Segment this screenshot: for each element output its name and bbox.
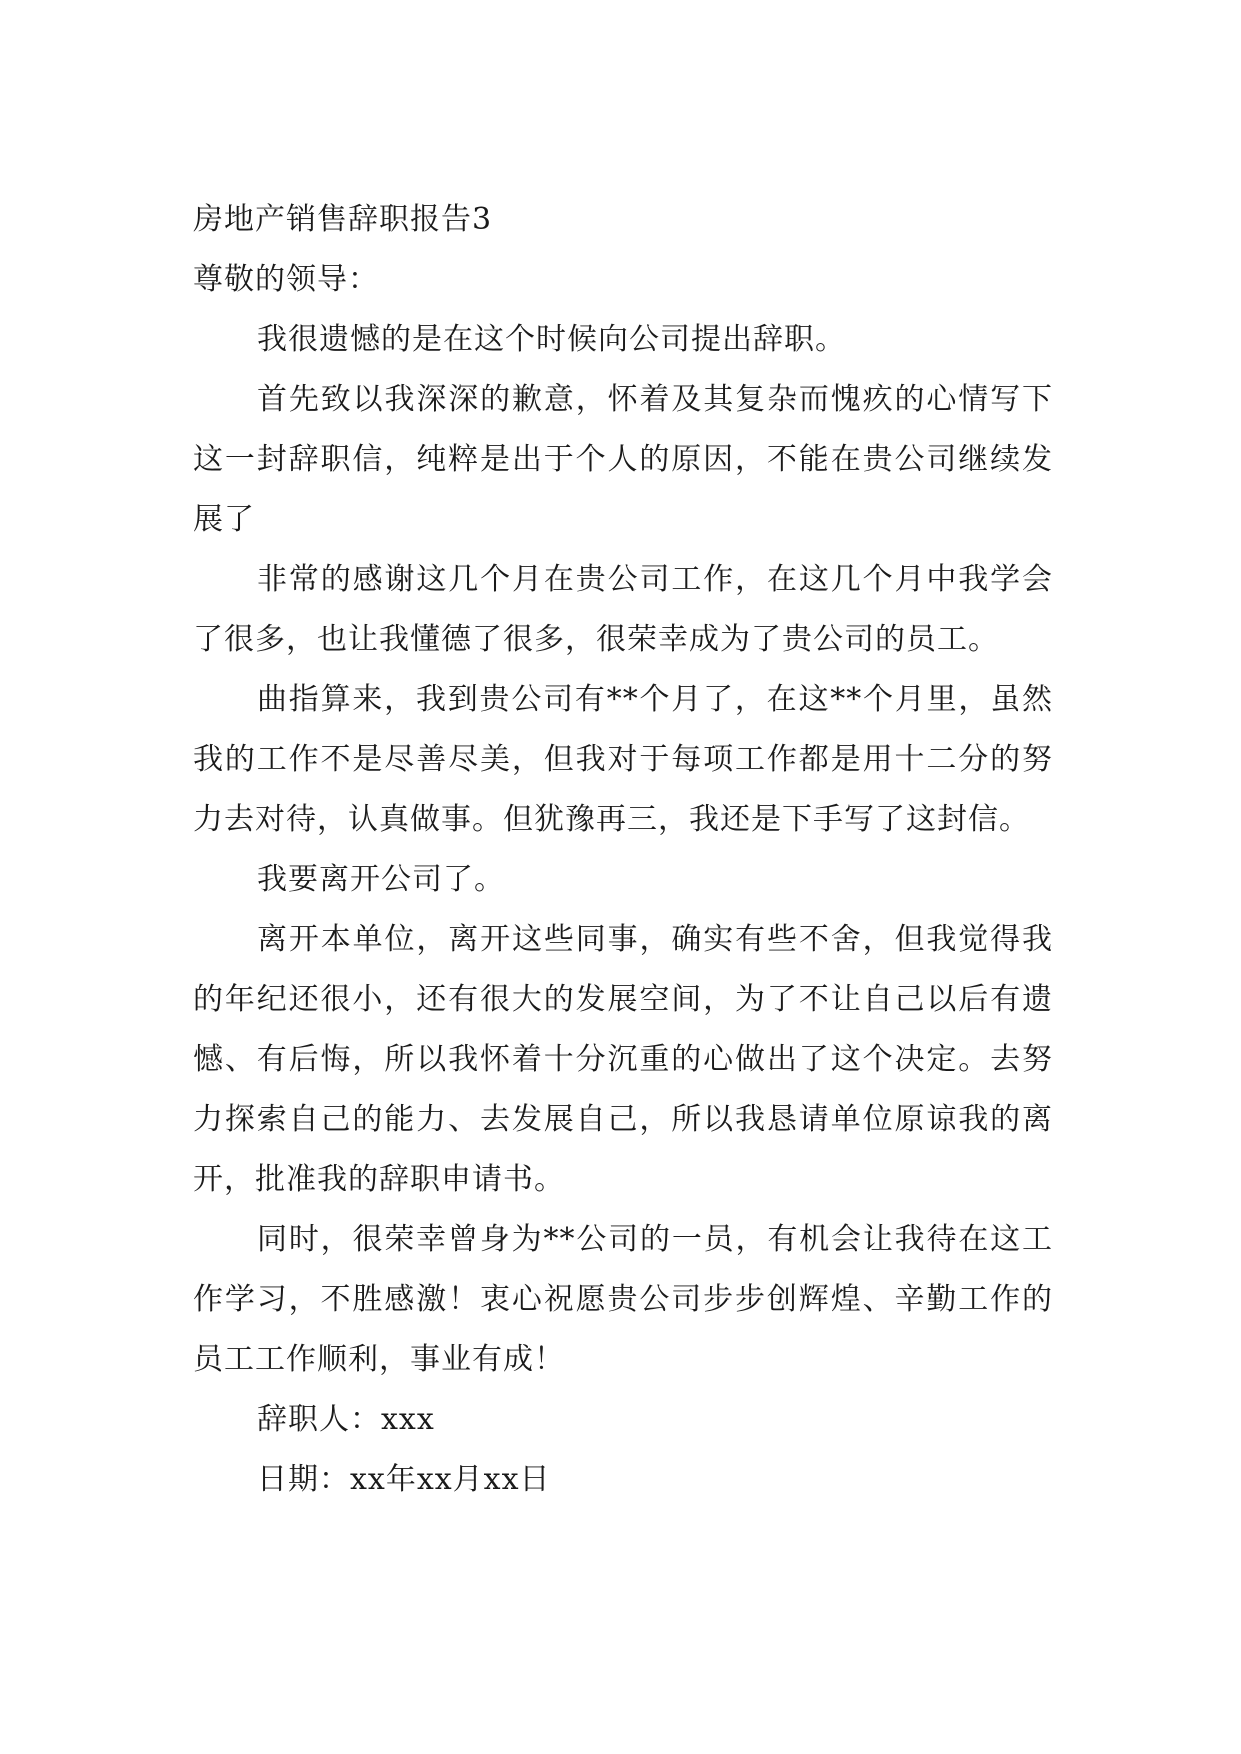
paragraph: 同时，很荣幸曾身为**公司的一员，有机会让我待在这工作学习，不胜感激！衷心祝愿贵公司步步创辉煌、辛勤工作的员工工作顺利，事业有成！ [193,1222,1053,1377]
salutation: 尊敬的领导： [193,262,379,297]
paragraph: 首先致以我深深的歉意，怀着及其复杂而愧疚的心情写下这一封辞职信，纯粹是出于个人的原因，不能在贵公司继续发展了 [193,382,1053,537]
paragraph: 离开本单位，离开这些同事，确实有些不舍，但我觉得我的年纪还很小，还有很大的发展空间，为了不让自己以后有遗憾、有后悔，所以我怀着十分沉重的心做出了这个决定。去努力探索自己的能力、去发展自己，所以我恳请单位原谅我的离开，批准我的辞职申请书。 [193,922,1053,1197]
signature: 辞职人：xxx [257,1402,435,1437]
paragraph: 我很遗憾的是在这个时候向公司提出辞职。 [257,322,846,357]
paragraph: 曲指算来，我到贵公司有**个月了，在这**个月里，虽然我的工作不是尽善尽美，但我对于每项工作都是用十二分的努力去对待，认真做事。但犹豫再三，我还是下手写了这封信。 [193,682,1053,837]
paragraph: 我要离开公司了。 [257,862,505,897]
document-title: 房地产销售辞职报告3 [193,202,493,237]
paragraph: 非常的感谢这几个月在贵公司工作，在这几个月中我学会了很多，也让我懂德了很多，很荣幸成为了贵公司的员工。 [193,562,1053,657]
letter-body [193,190,1053,1510]
date: 日期：xx年xx月xx日 [257,1462,551,1497]
